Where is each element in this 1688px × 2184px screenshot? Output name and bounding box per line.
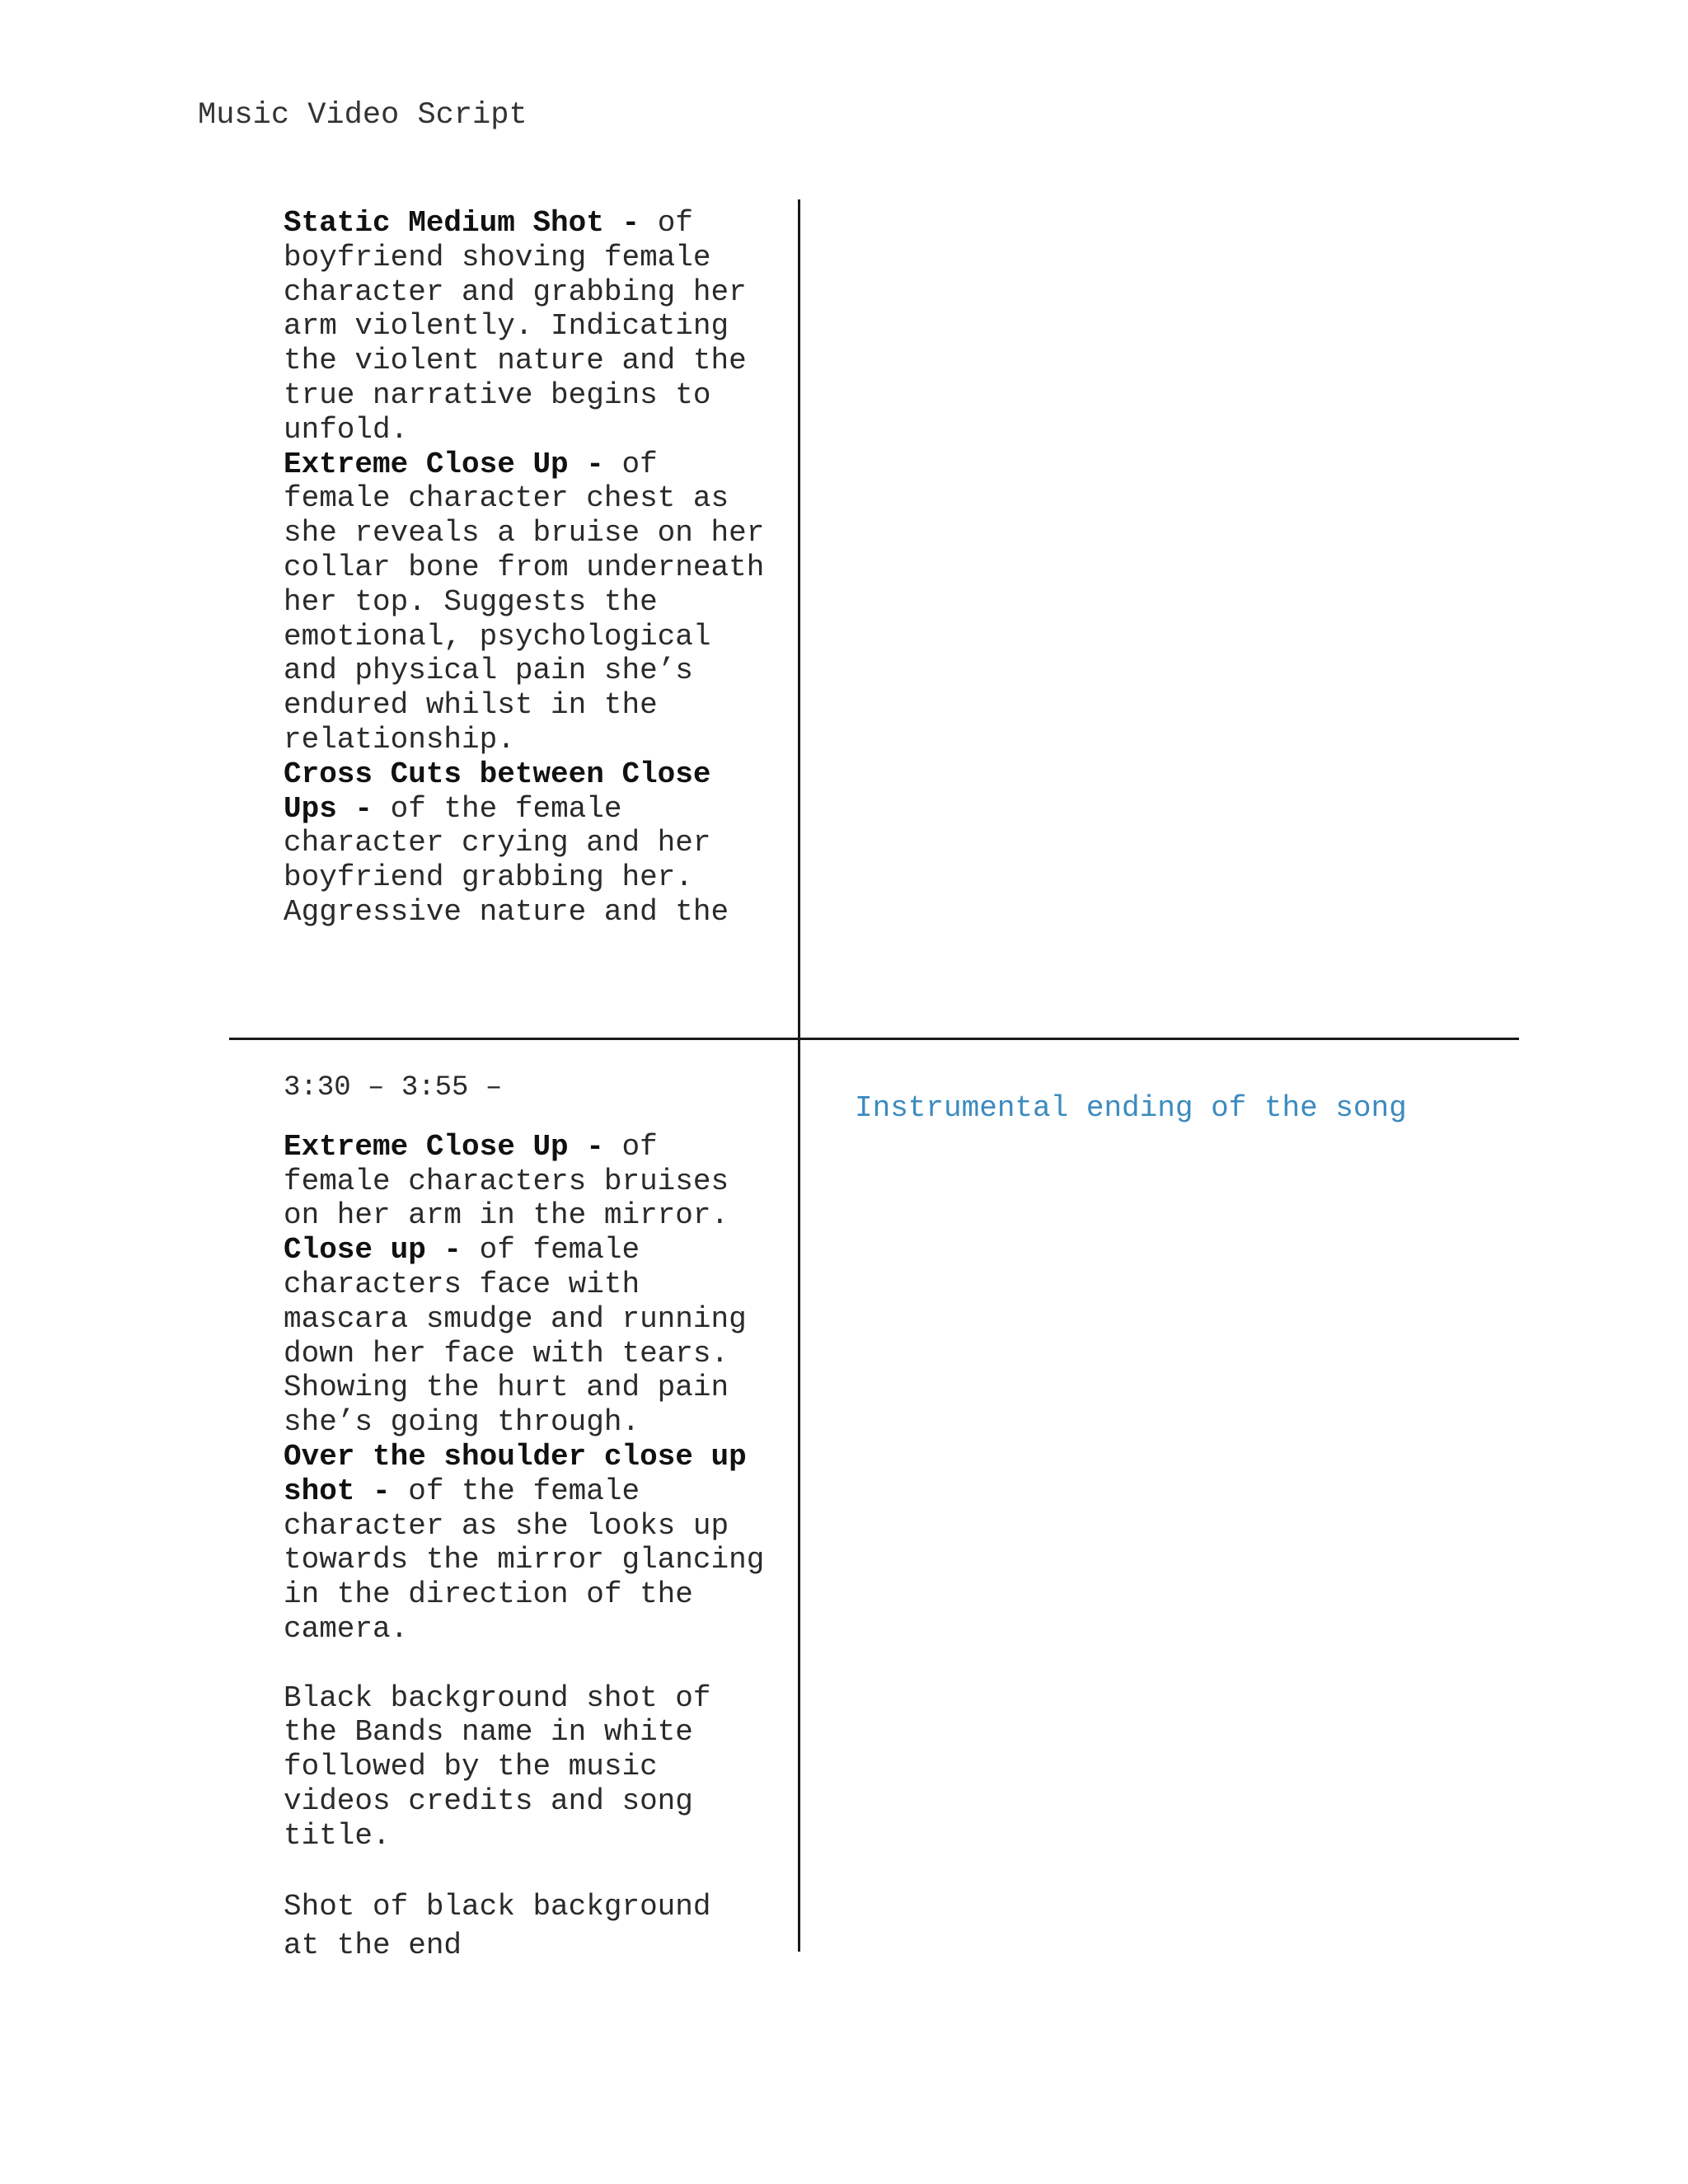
shot-name: Cross Cuts between Close Ups - xyxy=(284,757,711,826)
ending-line: Shot of black background xyxy=(284,1890,711,1924)
shot-description xyxy=(284,757,778,930)
top-row-visual-cell xyxy=(284,206,778,986)
shot-text: of the female character as she looks up towards the mirror glancing in the direction of the camera. xyxy=(284,1474,765,1646)
shot-text: of boyfriend shoving female character and grabbing her arm violently. Indicating the violent nature and the true narrative begins to unfold. xyxy=(284,206,747,447)
audio-note: Instrumental ending of the song xyxy=(855,1091,1407,1125)
shot-description xyxy=(284,206,778,448)
ending-description xyxy=(284,1887,778,1965)
spacer xyxy=(284,1854,778,1888)
shot-description xyxy=(284,1440,778,1647)
shot-text: of female characters bruises on her arm in the mirror. xyxy=(284,1129,729,1233)
timecode: 3:30 – 3:55 – xyxy=(284,1072,503,1104)
credits-description: Black background shot of the Bands name in white followed by the music videos credits and song title. xyxy=(284,1680,711,1853)
shot-name: Static Medium Shot - xyxy=(284,206,640,240)
shot-description xyxy=(284,1233,778,1440)
ending-line: at the end xyxy=(284,1929,462,1963)
bottom-row-visual-cell xyxy=(284,1071,778,1965)
shot-name: Over the shoulder close up shot - xyxy=(284,1439,747,1508)
shot-name: Extreme Close Up - xyxy=(284,1129,604,1164)
shot-name: Close up - xyxy=(284,1233,462,1268)
shot-text: of female character chest as she reveals a bruise on her collar bone from underneath her top. Suggests the emotional, psychological and physical pain she’s endured whilst in the relationship. xyxy=(284,447,765,757)
shot-text: of female characters face with mascara smudge and running down her face with tears. Showing the hurt and pain she’s going through. xyxy=(284,1233,747,1440)
shot-description xyxy=(284,1130,778,1233)
spacer xyxy=(284,1647,778,1681)
row-divider xyxy=(229,1038,1519,1040)
shot-name: Extreme Close Up - xyxy=(284,447,604,481)
column-divider xyxy=(798,199,800,1952)
page-header: Music Video Script xyxy=(198,98,528,133)
shot-description xyxy=(284,448,778,757)
shot-text: of the female character crying and her boyfriend grabbing her. Aggressive nature and the xyxy=(284,791,729,929)
